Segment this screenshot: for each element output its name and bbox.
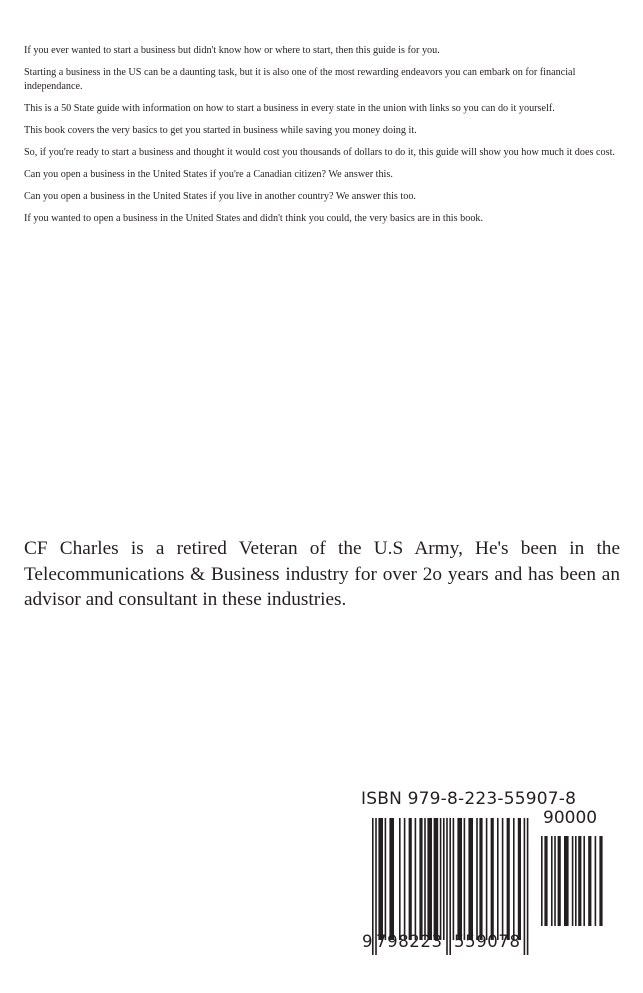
blurb-paragraph: Can you open a business in the United States if you're a Canadian citizen? We answer this.	[24, 168, 393, 180]
isbn-addon-barcode	[541, 836, 603, 926]
barcode-left-digits: 798223	[376, 932, 443, 951]
blurb-paragraph: Can you open a business in the United States if you live in another country? We answer this too.	[24, 191, 416, 203]
isbn-label: ISBN 979-8-223-55907-8	[361, 789, 577, 809]
barcode-right-digits: 559078	[454, 932, 521, 951]
blurb-paragraph: This book covers the very basics to get you started in business while saving you money doing it.	[24, 124, 417, 136]
blurb-paragraph: If you ever wanted to start a business but didn't know how or where to start, then this guide is for you.	[24, 45, 440, 56]
blurb-paragraph: So, if you're ready to start a business and thought it would cost you thousands of dollars to do it, this guide will show you how much it does cost.	[24, 146, 615, 158]
author-bio: CF Charles is a retired Veteran of the U.S Army, He's been in the Telecommunications & Business industry for over 2o years and has been an advisor and consultant in these industries.	[24, 538, 620, 610]
barcode-digits	[362, 932, 521, 951]
barcode-first-digit: 9	[362, 932, 373, 951]
addon-bars-icon	[541, 836, 603, 926]
blurb-paragraph: This is a 50 State guide with information on how to start a business in every state in the union with links so you can do it yourself.	[24, 102, 555, 114]
blurb-paragraph: If you wanted to open a business in the United States and didn't think you could, the very basics are in this book.	[24, 213, 484, 225]
barcode-addon-digits: 90000	[543, 808, 598, 828]
book-blurb	[24, 44, 620, 234]
blurb-paragraph: Starting a business in the US can be a daunting task, but it is also one of the most rewarding endeavors you can embark on for financial independance.	[24, 67, 576, 92]
